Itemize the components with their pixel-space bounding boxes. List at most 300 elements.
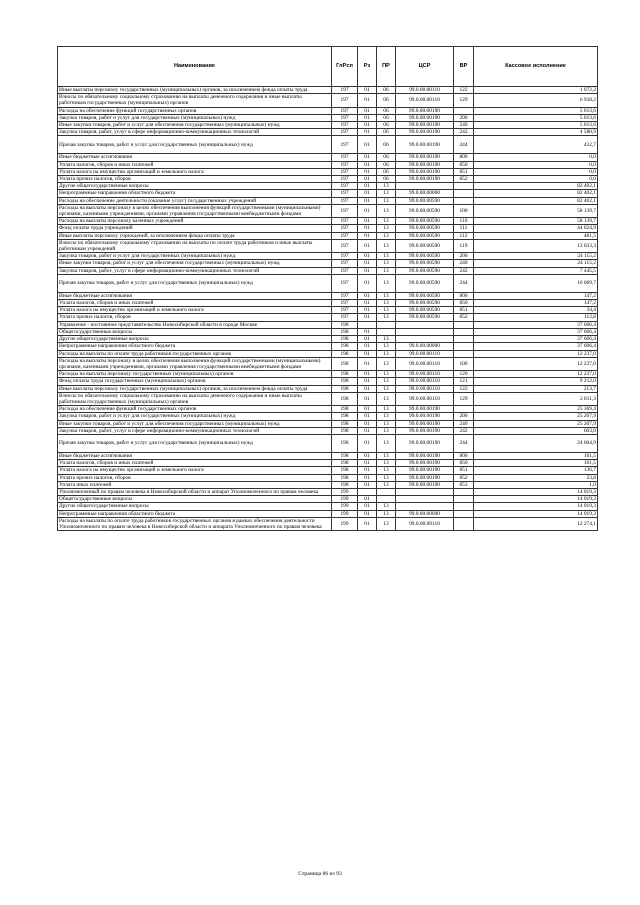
cell-amount: 13 033,3 — [474, 239, 598, 252]
cell-vr: 850 — [454, 300, 474, 307]
cell-csr — [396, 503, 454, 510]
cell-pr: 13 — [377, 510, 396, 517]
cell-name: Прочая закупка товаров, работ и услуг для государственных (муниципальных) нужд — [58, 136, 332, 154]
cell-pr: 13 — [377, 452, 396, 459]
cell-rz: 01 — [358, 183, 377, 190]
table-row — [58, 136, 598, 154]
cell-name: Взносы по обязательному социальному страхованию на выплаты по оплате труда работников и иные выплаты работникам учреждений — [58, 239, 332, 252]
cell-rz: 01 — [358, 496, 377, 503]
cell-pr: 13 — [377, 427, 396, 434]
cell-glrsp: 198 — [332, 420, 358, 427]
cell-vr — [454, 328, 474, 335]
cell-amount: 12 237,0 — [474, 350, 598, 357]
cell-rz: 01 — [358, 350, 377, 357]
table-row — [58, 343, 598, 350]
cell-amount: 37 606,4 — [474, 343, 598, 350]
cell-amount: 0,0 — [474, 161, 598, 168]
table-row — [58, 114, 598, 121]
table-row — [58, 427, 598, 434]
cell-vr — [454, 190, 474, 197]
cell-amount: 82 402,1 — [474, 197, 598, 204]
cell-glrsp: 198 — [332, 467, 358, 474]
cell-rz: 01 — [358, 161, 377, 168]
cell-glrsp: 198 — [332, 343, 358, 350]
cell-name: Закупка товаров, работ и услуг для государственных (муниципальных) нужд — [58, 413, 332, 420]
cell-rz: 01 — [358, 481, 377, 488]
cell-csr: 99.0.00.00590 — [396, 225, 454, 232]
cell-amount: 0,0 — [474, 154, 598, 161]
cell-amount: 12 274,1 — [474, 517, 598, 530]
cell-vr: 800 — [454, 452, 474, 459]
cell-name: Непрограммные направления областного бюджета — [58, 510, 332, 517]
cell-pr: 06 — [377, 154, 396, 161]
cell-csr: 99.0.00.00190 — [396, 413, 454, 420]
table-row — [58, 87, 598, 94]
cell-rz: 01 — [358, 154, 377, 161]
cell-vr: 100 — [454, 204, 474, 217]
cell-rz: 01 — [358, 378, 377, 385]
table-row — [58, 292, 598, 299]
table-row — [58, 392, 598, 405]
table-row — [58, 307, 598, 314]
cell-glrsp: 199 — [332, 503, 358, 510]
cell-csr: 99.0.00.00590 — [396, 307, 454, 314]
cell-vr: 110 — [454, 218, 474, 225]
table-row — [58, 503, 598, 510]
cell-glrsp: 198 — [332, 474, 358, 481]
cell-rz: 01 — [358, 168, 377, 175]
header-pr: ПР — [377, 47, 396, 87]
header-csr: ЦСР — [396, 47, 454, 87]
cell-glrsp: 199 — [332, 488, 358, 495]
cell-csr: 99.0.00.00190 — [396, 460, 454, 467]
cell-amount: 82 402,1 — [474, 183, 598, 190]
cell-glrsp: 197 — [332, 197, 358, 204]
table-row — [58, 378, 598, 385]
cell-vr: 121 — [454, 378, 474, 385]
cell-vr — [454, 350, 474, 357]
cell-vr — [454, 107, 474, 114]
table-row — [58, 314, 598, 321]
cell-vr: 852 — [454, 474, 474, 481]
cell-glrsp: 197 — [332, 94, 358, 107]
cell-amount: 14 019,3 — [474, 496, 598, 503]
cell-vr — [454, 510, 474, 517]
table-row — [58, 488, 598, 495]
cell-name: Другие общегосударственные вопросы — [58, 336, 332, 343]
cell-name: Прочая закупка товаров, работ и услуг для государственных (муниципальных) нужд — [58, 434, 332, 452]
cell-csr — [396, 336, 454, 343]
cell-glrsp: 197 — [332, 232, 358, 239]
cell-csr: 99.0.00.00190 — [396, 129, 454, 136]
cell-name: Уплата налогов, сборов и иных платежей — [58, 300, 332, 307]
table-row — [58, 218, 598, 225]
cell-vr — [454, 517, 474, 530]
cell-name: Управление - постоянное представительство Новосибирской области в городе Москве — [58, 321, 332, 328]
cell-vr: 851 — [454, 168, 474, 175]
cell-amount: 12 237,0 — [474, 357, 598, 370]
cell-pr: 06 — [377, 136, 396, 154]
table-row — [58, 434, 598, 452]
cell-csr — [396, 328, 454, 335]
table-row — [58, 496, 598, 503]
cell-name: Непрограммные направления областного бюджета — [58, 190, 332, 197]
cell-csr: 99.0.00.00590 — [396, 292, 454, 299]
cell-amount: 161,5 — [474, 452, 598, 459]
cell-rz: 01 — [358, 176, 377, 183]
cell-name: Уплата налога на имущество организаций и земельного налога — [58, 467, 332, 474]
cell-amount: 24 115,2 — [474, 253, 598, 260]
cell-pr: 13 — [377, 307, 396, 314]
cell-glrsp: 197 — [332, 300, 358, 307]
cell-amount: 1,0 — [474, 481, 598, 488]
cell-rz: 01 — [358, 114, 377, 121]
cell-name: Иные закупки товаров, работ и услуг для обеспечения государственных (муниципальных) нужд — [58, 420, 332, 427]
cell-csr: 99.0.00.00190 — [396, 427, 454, 434]
cell-csr: 99.0.00.00590 — [396, 314, 454, 321]
cell-csr: 99.0.00.00110 — [396, 392, 454, 405]
header-rz: Рз — [358, 47, 377, 87]
cell-pr — [377, 321, 396, 328]
table-row — [58, 168, 598, 175]
cell-vr: 122 — [454, 87, 474, 94]
cell-csr: 99.0.00.00000 — [396, 510, 454, 517]
cell-csr: 99.0.00.00110 — [396, 94, 454, 107]
table-row — [58, 371, 598, 378]
table-row — [58, 122, 598, 129]
cell-pr: 13 — [377, 503, 396, 510]
cell-vr: 240 — [454, 260, 474, 267]
cell-pr: 13 — [377, 225, 396, 232]
cell-name: Фонд оплаты труда государственных (муниципальных) органов — [58, 378, 332, 385]
cell-csr — [396, 488, 454, 495]
cell-vr: 242 — [454, 427, 474, 434]
cell-pr: 06 — [377, 122, 396, 129]
cell-amount: 58 139,7 — [474, 204, 598, 217]
cell-name: Непрограммные направления областного бюджета — [58, 343, 332, 350]
cell-rz: 01 — [358, 107, 377, 114]
cell-name: Общегосударственные вопросы — [58, 496, 332, 503]
cell-vr — [454, 343, 474, 350]
cell-csr: 99.0.00.00190 — [396, 420, 454, 427]
cell-rz: 01 — [358, 307, 377, 314]
cell-csr: 99.0.00.00590 — [396, 274, 454, 292]
cell-rz: 01 — [358, 385, 377, 392]
cell-name: Уполномоченный по правам человека в Новосибирской области и аппарат Уполномоченного по правам человека — [58, 488, 332, 495]
cell-vr: 852 — [454, 176, 474, 183]
cell-vr: 850 — [454, 161, 474, 168]
cell-vr: 851 — [454, 307, 474, 314]
cell-pr: 13 — [377, 183, 396, 190]
cell-rz: 01 — [358, 336, 377, 343]
cell-pr — [377, 328, 396, 335]
cell-vr — [454, 406, 474, 413]
cell-rz: 01 — [358, 434, 377, 452]
cell-csr — [396, 496, 454, 503]
cell-amount: 4 580,9 — [474, 129, 598, 136]
cell-vr: 129 — [454, 94, 474, 107]
cell-name: Расходы на выплаты по оплате труда работников государственных органов в рамках обеспечения деятельности Уполномоченного по правам человека в Новосибирской области и аппарата Уполномоченного по правам человека — [58, 517, 332, 530]
cell-vr — [454, 183, 474, 190]
cell-glrsp: 197 — [332, 292, 358, 299]
cell-amount: 136,7 — [474, 467, 598, 474]
cell-csr: 99.0.00.00190 — [396, 154, 454, 161]
cell-csr — [396, 183, 454, 190]
cell-name: Взносы по обязательному социальному страхованию на выплаты денежного содержания и иные выплаты работникам государственных (муниципальных) органов — [58, 392, 332, 405]
cell-csr: 99.0.00.00190 — [396, 474, 454, 481]
cell-name: Уплата прочих налогов, сборов — [58, 314, 332, 321]
cell-pr: 13 — [377, 481, 396, 488]
cell-name: Уплата налогов, сборов и иных платежей — [58, 161, 332, 168]
cell-amount: 25 369,4 — [474, 406, 598, 413]
cell-vr: 851 — [454, 467, 474, 474]
table-row — [58, 253, 598, 260]
cell-glrsp: 197 — [332, 190, 358, 197]
cell-csr: 99.0.00.00190 — [396, 481, 454, 488]
cell-pr: 06 — [377, 168, 396, 175]
cell-glrsp: 198 — [332, 336, 358, 343]
cell-pr — [377, 496, 396, 503]
cell-vr: 200 — [454, 413, 474, 420]
cell-pr — [377, 488, 396, 495]
table-row — [58, 190, 598, 197]
cell-vr: 242 — [454, 129, 474, 136]
cell-amount: 14 019,3 — [474, 503, 598, 510]
cell-name: Иные выплаты персоналу государственных (муниципальных) органов, за исключением фонда оплаты труда — [58, 87, 332, 94]
cell-name: Иные выплаты персоналу государственных (муниципальных) органов, за исключением фонда оплаты труда — [58, 385, 332, 392]
table-row — [58, 94, 598, 107]
cell-name: Закупка товаров, работ и услуг для государственных (муниципальных) нужд — [58, 253, 332, 260]
cell-csr: 99.0.00.00110 — [396, 87, 454, 94]
cell-rz: 01 — [358, 218, 377, 225]
cell-pr: 13 — [377, 350, 396, 357]
cell-pr: 13 — [377, 474, 396, 481]
cell-vr: 240 — [454, 122, 474, 129]
cell-name: Иные закупки товаров, работ и услуг для обеспечения государственных (муниципальных) нужд — [58, 122, 332, 129]
cell-csr: 99.0.00.00590 — [396, 260, 454, 267]
cell-pr: 06 — [377, 107, 396, 114]
cell-name: Расходы на выплаты персоналу государственных (муниципальных) органов — [58, 371, 332, 378]
cell-pr: 13 — [377, 314, 396, 321]
cell-rz: 01 — [358, 267, 377, 274]
cell-pr: 13 — [377, 204, 396, 217]
cell-amount: 82 402,1 — [474, 190, 598, 197]
cell-name: Прочая закупка товаров, работ и услуг для государственных (муниципальных) нужд — [58, 274, 332, 292]
cell-vr: 111 — [454, 225, 474, 232]
cell-glrsp: 198 — [332, 452, 358, 459]
cell-name: Расходы на обеспечение деятельности (оказание услуг) государственных учреждений — [58, 197, 332, 204]
cell-rz: 01 — [358, 328, 377, 335]
cell-rz: 01 — [358, 357, 377, 370]
cell-name: Уплата налога на имущество организаций и земельного налога — [58, 307, 332, 314]
cell-amount: 6 918,2 — [474, 94, 598, 107]
cell-rz: 01 — [358, 292, 377, 299]
cell-csr: 99.0.00.00190 — [396, 434, 454, 452]
cell-rz: 01 — [358, 460, 377, 467]
cell-glrsp: 197 — [332, 87, 358, 94]
cell-name: Другие общегосударственные вопросы — [58, 183, 332, 190]
cell-glrsp: 197 — [332, 307, 358, 314]
cell-vr: 852 — [454, 314, 474, 321]
cell-rz: 01 — [358, 413, 377, 420]
cell-vr — [454, 503, 474, 510]
cell-name: Расходы на выплаты персоналу казенных учреждений — [58, 218, 332, 225]
cell-amount: 5 013,6 — [474, 107, 598, 114]
table-row — [58, 239, 598, 252]
cell-name: Иные закупки товаров, работ и услуг для обеспечения государственных (муниципальных) нужд — [58, 260, 332, 267]
cell-vr: 850 — [454, 460, 474, 467]
cell-csr: 99.0.00.00190 — [396, 176, 454, 183]
cell-amount: 161,5 — [474, 460, 598, 467]
header-vr: ВР — [454, 47, 474, 87]
cell-pr: 13 — [377, 460, 396, 467]
table-row — [58, 413, 598, 420]
cell-csr: 99.0.00.00190 — [396, 168, 454, 175]
cell-pr: 13 — [377, 197, 396, 204]
cell-vr: 240 — [454, 420, 474, 427]
cell-glrsp: 197 — [332, 183, 358, 190]
cell-pr: 13 — [377, 218, 396, 225]
cell-amount: 147,2 — [474, 292, 598, 299]
cell-amount: 5 013,6 — [474, 114, 598, 121]
cell-vr — [454, 197, 474, 204]
cell-glrsp: 198 — [332, 328, 358, 335]
header-amount: Кассовое исполнение — [474, 47, 598, 87]
cell-amount: 34,4 — [474, 307, 598, 314]
cell-rz: 01 — [358, 204, 377, 217]
cell-csr: 99.0.00.00190 — [396, 107, 454, 114]
cell-pr: 13 — [377, 371, 396, 378]
cell-rz: 01 — [358, 406, 377, 413]
cell-pr: 06 — [377, 129, 396, 136]
cell-amount: 7 445,5 — [474, 267, 598, 274]
cell-amount: 24 115,2 — [474, 260, 598, 267]
cell-csr: 99.0.00.00590 — [396, 218, 454, 225]
cell-vr: 120 — [454, 371, 474, 378]
cell-name: Закупка товаров, работ, услуг в сфере информационно-коммуникационных технологий — [58, 427, 332, 434]
table-row — [58, 154, 598, 161]
table-row — [58, 204, 598, 217]
cell-rz — [358, 321, 377, 328]
table-row — [58, 510, 598, 517]
table-row — [58, 357, 598, 370]
cell-pr: 13 — [377, 336, 396, 343]
cell-csr: 99.0.00.00590 — [396, 239, 454, 252]
table-row — [58, 460, 598, 467]
cell-vr: 800 — [454, 292, 474, 299]
cell-name: Расходы на обеспечение функций государственных органов — [58, 406, 332, 413]
cell-name: Взносы по обязательному социальному страхованию на выплаты денежного содержания и иные выплаты работникам государственных (муниципальных) органов — [58, 94, 332, 107]
cell-csr: 99.0.00.00590 — [396, 232, 454, 239]
cell-name: Расходы на выплаты персоналу в целях обеспечения выполнения функций государственными (муниципальными) органами, казенными учреждениями, органами управления государственными внебюджетными фондами — [58, 357, 332, 370]
cell-rz: 01 — [358, 239, 377, 252]
table-row — [58, 420, 598, 427]
cell-rz: 01 — [358, 517, 377, 530]
cell-vr — [454, 336, 474, 343]
cell-vr: 129 — [454, 392, 474, 405]
cell-amount: 0,0 — [474, 168, 598, 175]
cell-glrsp: 197 — [332, 260, 358, 267]
cell-pr: 13 — [377, 292, 396, 299]
cell-amount: 58 139,7 — [474, 218, 598, 225]
cell-vr: 800 — [454, 154, 474, 161]
cell-amount: 112,8 — [474, 314, 598, 321]
cell-vr: 119 — [454, 239, 474, 252]
cell-pr: 13 — [377, 392, 396, 405]
cell-pr: 06 — [377, 94, 396, 107]
cell-glrsp: 197 — [332, 107, 358, 114]
cell-rz: 01 — [358, 510, 377, 517]
cell-vr: 100 — [454, 357, 474, 370]
cell-amount: 37 606,4 — [474, 321, 598, 328]
cell-csr: 99.0.00.00190 — [396, 406, 454, 413]
cell-rz: 01 — [358, 452, 377, 459]
cell-amount: 37 606,4 — [474, 328, 598, 335]
page-number: Страница 86 из 93 — [298, 871, 342, 877]
table-row — [58, 176, 598, 183]
cell-name: Общегосударственные вопросы — [58, 328, 332, 335]
cell-amount: 1 072,2 — [474, 87, 598, 94]
cell-vr: 112 — [454, 232, 474, 239]
cell-csr: 99.0.00.00590 — [396, 197, 454, 204]
budget-table — [57, 46, 598, 531]
table-row — [58, 452, 598, 459]
cell-glrsp: 198 — [332, 371, 358, 378]
table-row — [58, 321, 598, 328]
cell-pr: 06 — [377, 87, 396, 94]
cell-rz: 01 — [358, 232, 377, 239]
cell-rz: 01 — [358, 343, 377, 350]
cell-name: Закупка товаров, работ, услуг в сфере информационно-коммуникационных технологий — [58, 267, 332, 274]
cell-pr: 13 — [377, 517, 396, 530]
cell-csr: 99.0.00.00000 — [396, 190, 454, 197]
cell-glrsp: 197 — [332, 225, 358, 232]
cell-rz: 01 — [358, 300, 377, 307]
table-row — [58, 197, 598, 204]
cell-amount: 23,8 — [474, 474, 598, 481]
cell-glrsp: 198 — [332, 427, 358, 434]
cell-vr: 244 — [454, 274, 474, 292]
cell-pr: 13 — [377, 406, 396, 413]
cell-csr: 99.0.00.09110 — [396, 517, 454, 530]
cell-rz — [358, 488, 377, 495]
cell-rz: 01 — [358, 467, 377, 474]
table-row — [58, 406, 598, 413]
cell-rz: 01 — [358, 392, 377, 405]
cell-vr — [454, 496, 474, 503]
cell-glrsp: 198 — [332, 392, 358, 405]
table-row — [58, 260, 598, 267]
cell-csr: 99.0.00.00190 — [396, 452, 454, 459]
cell-glrsp: 198 — [332, 406, 358, 413]
cell-csr: 99.0.00.00590 — [396, 267, 454, 274]
cell-amount: 213,7 — [474, 385, 598, 392]
cell-csr: 99.0.00.00110 — [396, 357, 454, 370]
cell-pr: 13 — [377, 274, 396, 292]
cell-pr: 13 — [377, 239, 396, 252]
cell-amount: 14 019,3 — [474, 488, 598, 495]
cell-vr: 244 — [454, 136, 474, 154]
cell-vr — [454, 321, 474, 328]
cell-csr: 99.0.00.00590 — [396, 300, 454, 307]
cell-vr: 244 — [454, 434, 474, 452]
cell-pr: 13 — [377, 413, 396, 420]
cell-name: Иные выплаты персоналу учреждений, за исключением фонда оплаты труда — [58, 232, 332, 239]
table-row — [58, 467, 598, 474]
cell-glrsp: 197 — [332, 154, 358, 161]
cell-glrsp: 198 — [332, 357, 358, 370]
cell-pr: 06 — [377, 161, 396, 168]
